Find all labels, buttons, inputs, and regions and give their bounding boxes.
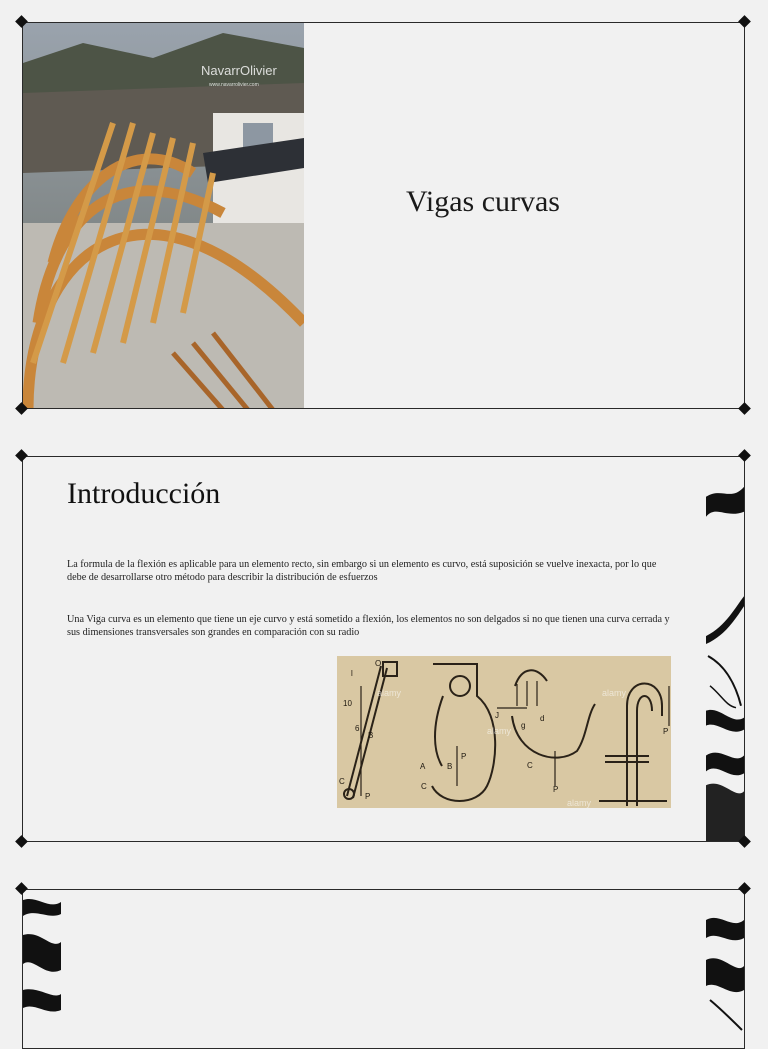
svg-text:alamy: alamy xyxy=(377,688,402,698)
paragraph-flexion: La formula de la flexión es aplicable para un elemento recto, sin embargo si un elemento es curvo, está suposición se vuelve inexacta, por lo que debe de desarrollarse otro método para describir la distribución de esfuerzos xyxy=(67,559,657,583)
curved-beam-diagram xyxy=(337,656,671,808)
svg-text:P: P xyxy=(553,785,559,794)
svg-text:P: P xyxy=(461,752,467,761)
svg-text:alamy: alamy xyxy=(567,798,592,808)
slide-next xyxy=(22,889,745,1049)
svg-text:d: d xyxy=(540,714,545,723)
svg-text:B: B xyxy=(447,762,453,771)
svg-text:10: 10 xyxy=(343,699,352,708)
marble-decoration-left xyxy=(23,890,61,1049)
marble-decoration xyxy=(706,457,744,841)
svg-text:g: g xyxy=(521,721,526,730)
svg-text:C: C xyxy=(339,777,345,786)
svg-text:alamy: alamy xyxy=(602,688,627,698)
svg-text:l: l xyxy=(351,669,353,678)
photo-watermark: NavarrOlivier xyxy=(201,63,277,78)
svg-text:B: B xyxy=(368,731,374,740)
slide-introduction xyxy=(22,456,745,842)
svg-text:alamy: alamy xyxy=(487,726,512,736)
svg-text:C: C xyxy=(421,782,427,791)
paragraph-viga-curva: Una Viga curva es un elemento que tiene un eje curvo y está sometido a flexión, los elementos no son delgados si no que tienen una curva cerrada y sus dimensiones transversales son grandes en comparación con su radio xyxy=(67,614,670,638)
svg-text:A: A xyxy=(420,762,426,771)
svg-text:P: P xyxy=(663,727,669,736)
photo-watermark-url: www.navarrolivier.com xyxy=(209,82,259,88)
slide-heading: Introducción xyxy=(67,477,221,510)
marble-decoration-right xyxy=(706,890,744,1049)
svg-text:J: J xyxy=(495,711,499,720)
svg-text:C: C xyxy=(527,761,533,770)
svg-text:P: P xyxy=(365,792,371,801)
svg-text:6: 6 xyxy=(355,724,360,733)
slide-title xyxy=(22,22,745,409)
slide-title-text: Vigas curvas xyxy=(406,185,560,218)
wooden-arch-photo xyxy=(23,23,304,409)
svg-text:O: O xyxy=(375,659,382,668)
